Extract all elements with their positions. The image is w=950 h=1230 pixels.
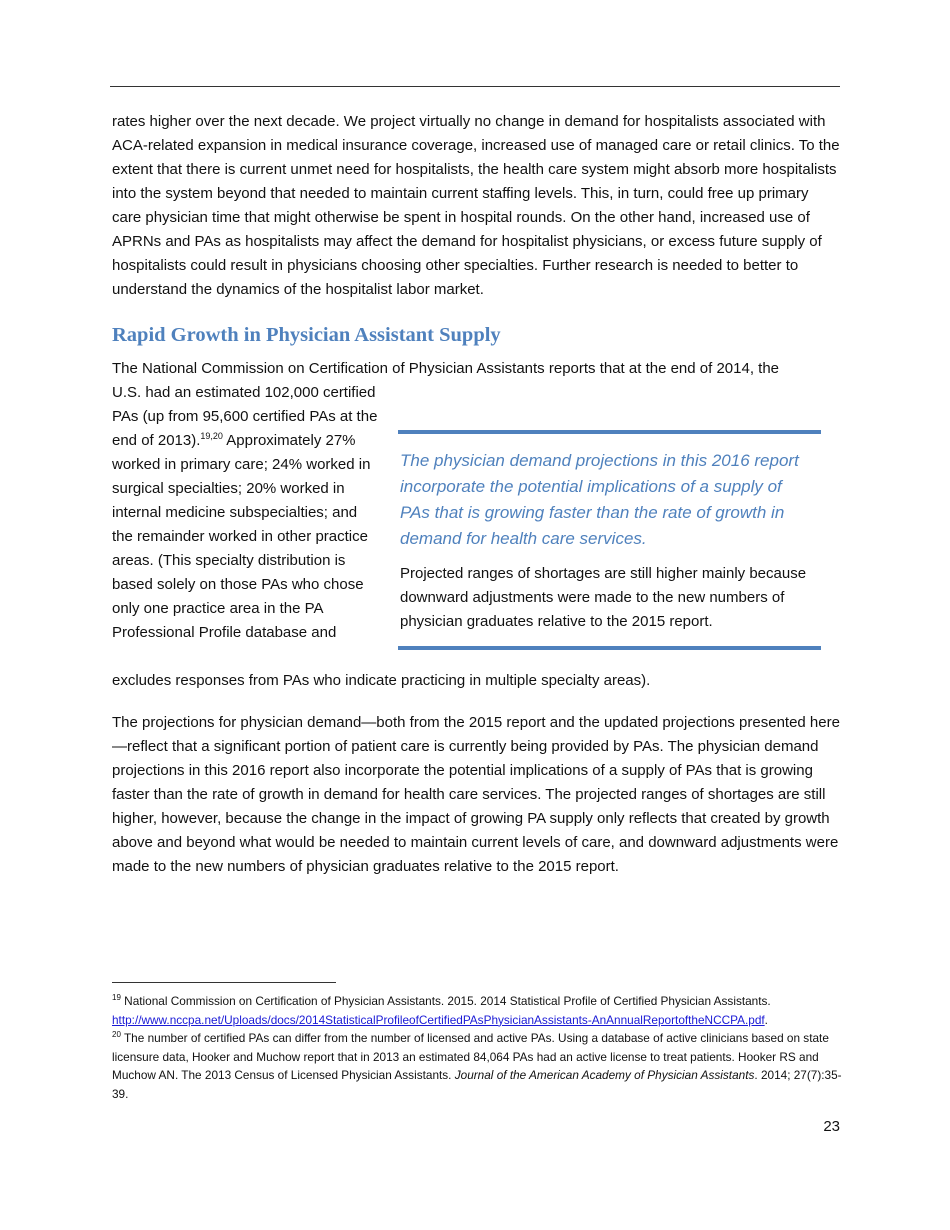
footnote-number-20: 20 xyxy=(112,1030,121,1040)
footnote-ref-19-20[interactable]: 19,20 xyxy=(200,431,223,441)
footnote-number-19: 19 xyxy=(112,993,121,1003)
footnote-19-link[interactable]: http://www.nccpa.net/Uploads/docs/2014StatisticalProfileofCertifiedPAsPhysicianAssistants-AnAnnualReportoftheNCCPA.pdf xyxy=(112,1012,765,1027)
body-paragraph-pa-supply-column xyxy=(112,381,382,645)
header-rule xyxy=(110,86,840,87)
pa-supply-text-a: U.S. had an estimated 102,000 certified PAs (up from 95,600 certified PAs at the end of 2013). xyxy=(112,384,378,449)
body-paragraph-pa-supply-line1: The National Commission on Certification of Physician Assistants reports that at the end of 2014, the xyxy=(112,360,780,377)
body-paragraph-pa-supply-last-line: excludes responses from PAs who indicate practicing in multiple specialty areas). xyxy=(112,672,651,689)
pull-quote-callout xyxy=(398,430,821,650)
footnote-separator xyxy=(112,982,336,983)
body-paragraph-projections: The projections for physician demand—both from the 2015 report and the updated projections presented here—reflect that a significant portion of patient care is currently being provided by PAs. The physician demand projections in this 2016 report also incorporate the potential implications of a supply of PAs that is growing faster than the rate of growth in demand for health care services. The projected ranges of shortages are still higher, however, because the change in the impact of growing PA supply only reflects that created by growth above and beyond what would be needed to maintain current levels of care, and downward adjustments were made to the new numbers of physician graduates relative to the 2015 report. xyxy=(112,714,840,875)
footnote-20-journal: Journal of the American Academy of Physician Assistants xyxy=(454,1068,755,1082)
footnote-20-end: . 2014; 27(7):35-39. xyxy=(112,1068,842,1101)
callout-quote: The physician demand projections in this 2016 report incorporate the potential implications of a supply of PAs that is growing faster than the rate of growth in demand for health care services. xyxy=(400,451,799,548)
body-paragraph-hospitalists: rates higher over the next decade. We project virtually no change in demand for hospitalists associated with ACA-related expansion in medical insurance coverage, increased use of managed care or retail clinics. To the extent that there is current unmet need for hospitalists, the health care system might absorb more hospitalists into the system beyond that needed to maintain current staffing levels. This, in turn, could free up primary care physician time that might otherwise be spent in hospital rounds. On the other hand, increased use of APRNs and PAs as hospitalists may affect the demand for hospitalist physicians, or excess future supply of hospitalists could result in physicians choosing other specialties. Further research is needed to better to understand the dynamics of the hospitalist labor market. xyxy=(112,113,840,298)
section-heading: Rapid Growth in Physician Assistant Supply xyxy=(112,324,501,346)
callout-body: Projected ranges of shortages are still higher mainly because downward adjustments were made to the new numbers of physician graduates relative to the 2015 report. xyxy=(400,565,807,630)
footnote-20-text: The number of certified PAs can differ from the number of licensed and active PAs. Using a database of active clinicians based on state licensure data, Hooker and Muchow report that in 2013 an estimated 84,064 PAs had an active license to treat patients. Hooker RS and Muchow AN. The 2013 Census of Licensed Physician Assistants. xyxy=(112,1031,829,1082)
footnotes xyxy=(112,992,842,1103)
footnote-19-period: . xyxy=(764,1012,768,1027)
footnote-20 xyxy=(112,1029,842,1103)
page-number: 23 xyxy=(823,1118,840,1135)
pa-supply-text-b: Approximately 27% worked in primary care; 24% worked in surgical specialties; 20% worked in internal medicine subspecialties; and the remainder worked in other practice areas. (This specialty distribution is based solely on those PAs who chose only one practice area in the PA Professional Profile database and xyxy=(112,432,371,641)
footnote-19 xyxy=(112,992,842,1029)
footnote-19-text: National Commission on Certification of Physician Assistants. 2015. 2014 Statistical Profile of Certified Physician Assistants. xyxy=(120,994,771,1008)
